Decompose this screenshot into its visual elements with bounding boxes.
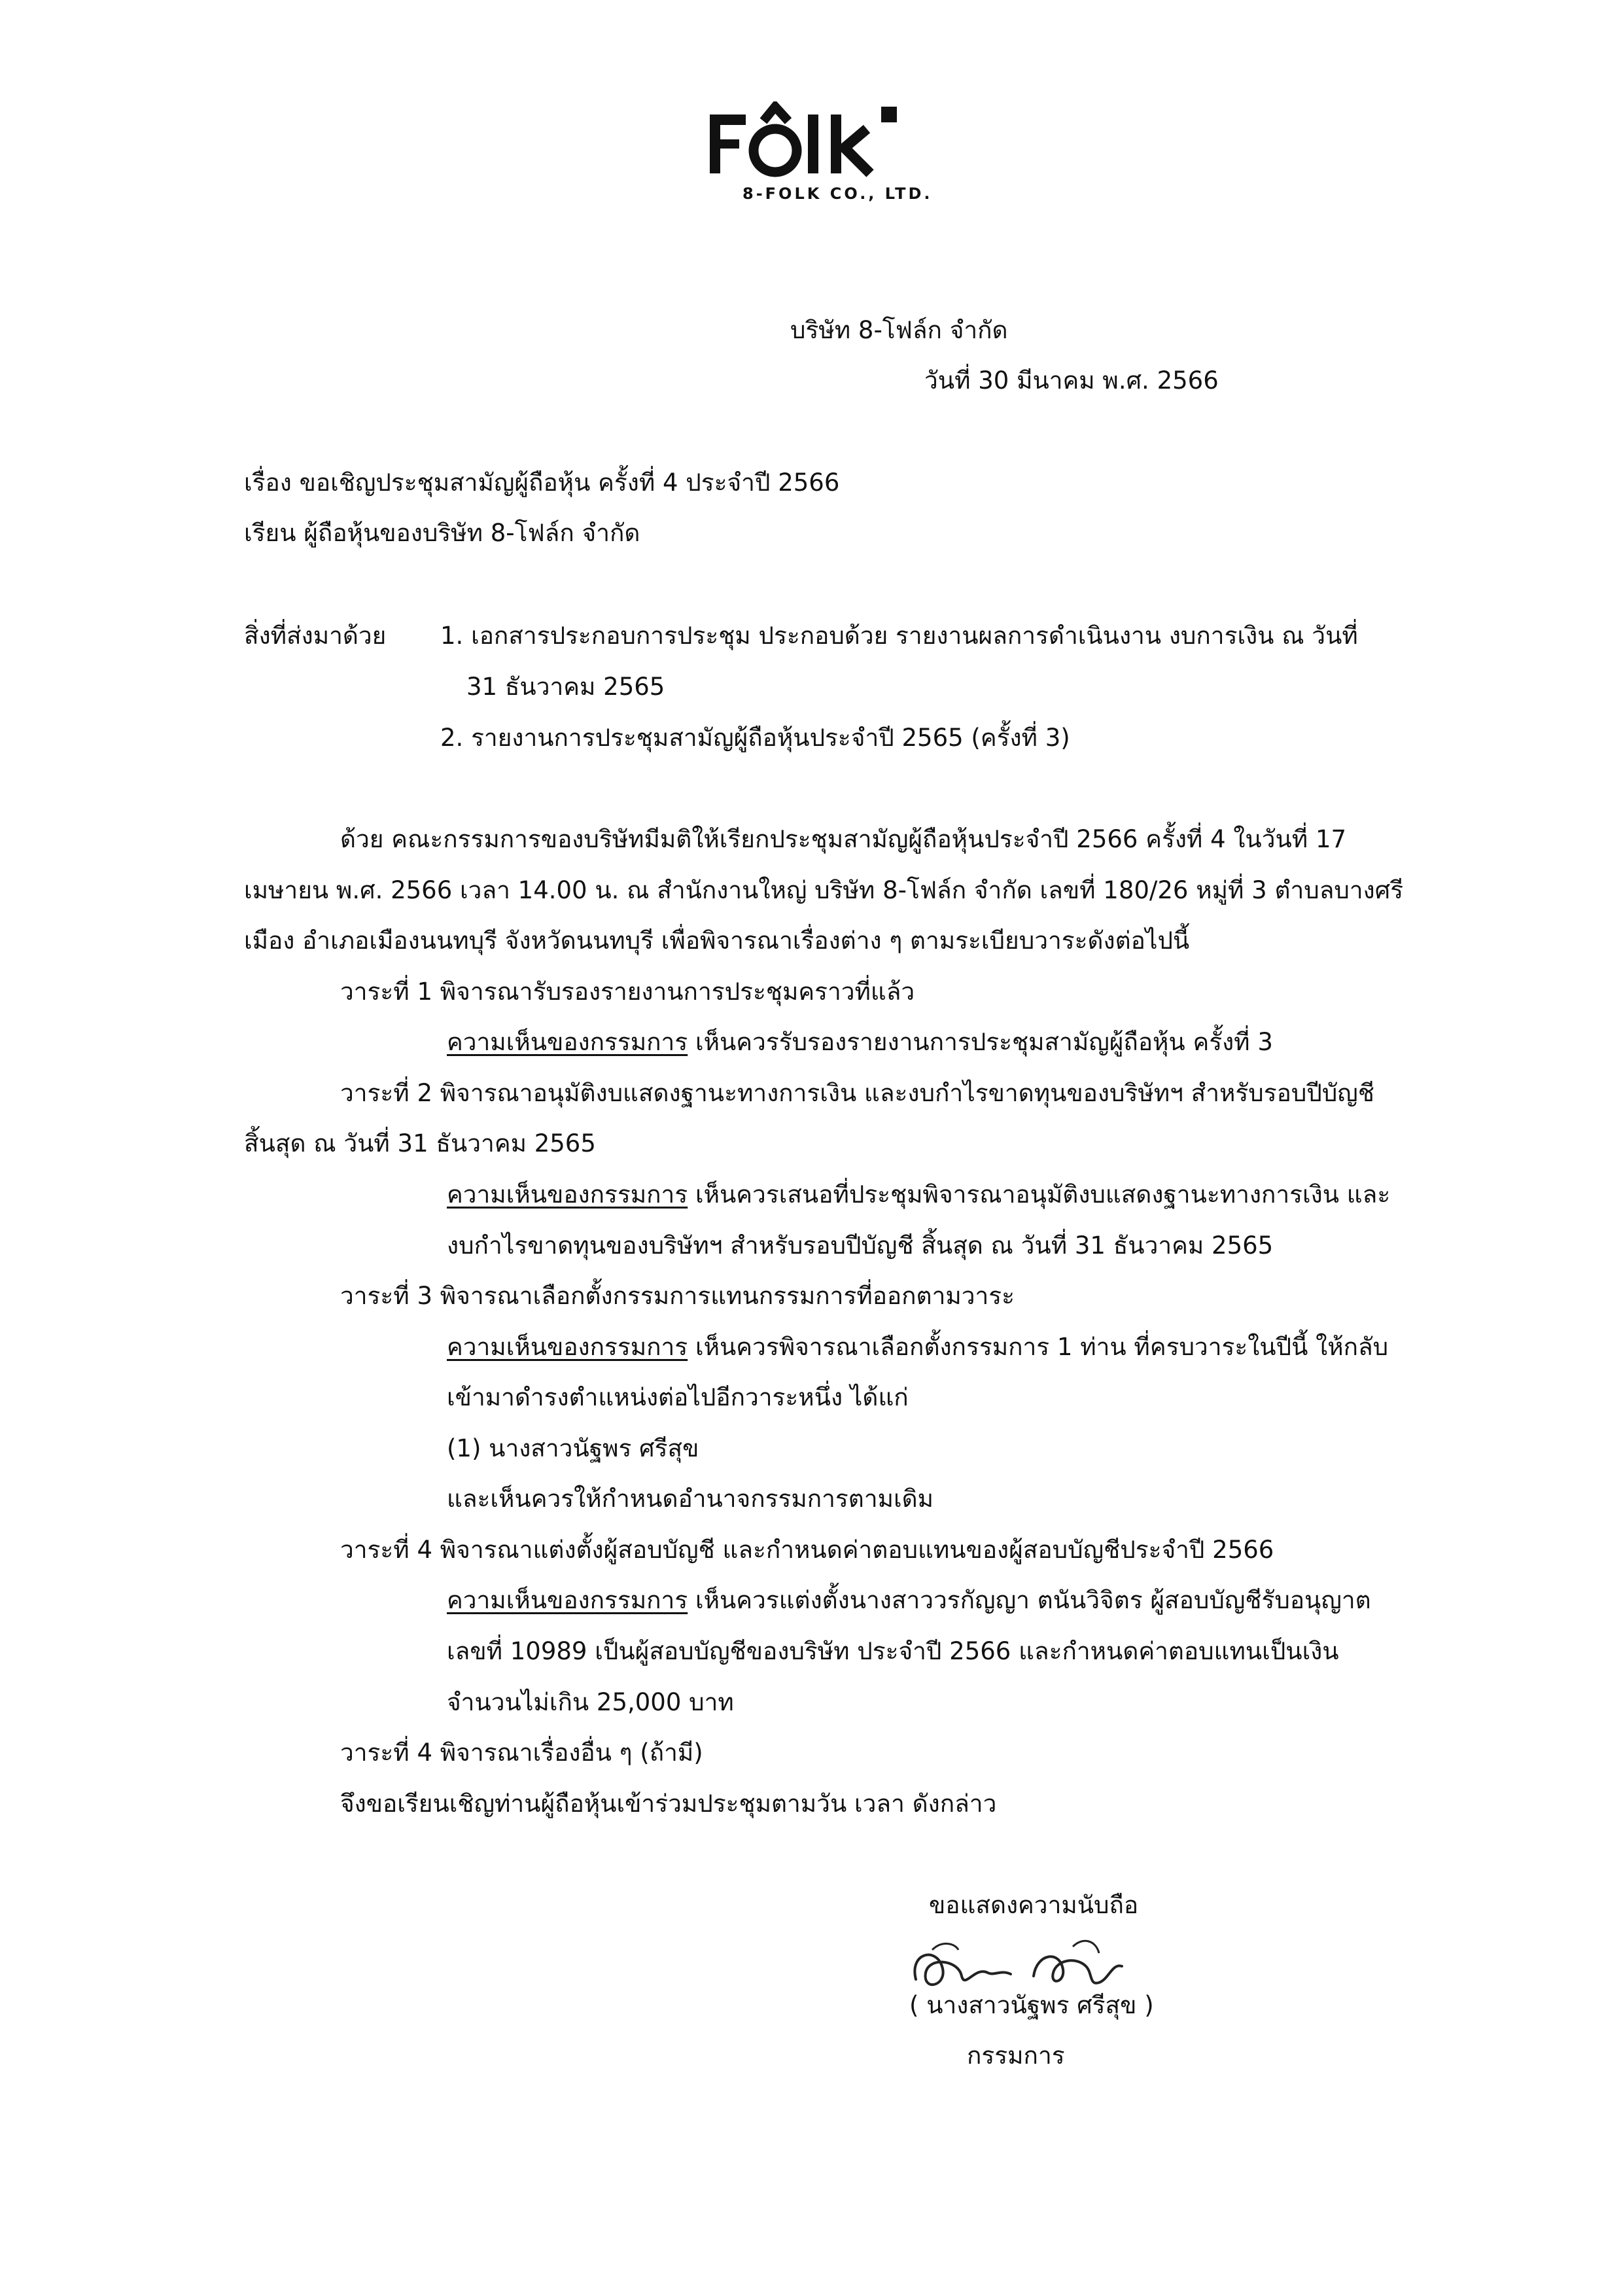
agenda-2-title: วาระที่ 2 พิจารณาอนุมัติงบแสดงฐานะทางการเงิน และงบกำไรขาดทุนของบริษัทฯ สำหรับรอบปีบัญชี [340,1079,1374,1107]
agenda-3-opinion-cont: เข้ามาดำรงตำแหน่งต่อไปอีกวาระหนึ่ง ได้แก่ [447,1383,909,1411]
enclosure-item-2: 2. รายงานการประชุมสามัญผู้ถือหุ้นประจำปี 2565 (ครั้งที่ 3) [440,724,1070,752]
addressee-line: เรียน ผู้ถือหุ้นของบริษัท 8-โฟล์ก จำกัด [244,519,640,547]
company-logo [710,101,919,180]
agenda-1-title: วาระที่ 1 พิจารณารับรองรายงานการประชุมคราวที่แล้ว [340,978,915,1006]
agenda-4-opinion-fee: จำนวนไม่เกิน 25,000 บาท [447,1688,734,1716]
closing-line: จึงขอเรียนเชิญท่านผู้ถือหุ้นเข้าร่วมประชุมตามวัน เวลา ดังกล่าว [340,1790,997,1818]
agenda-3-opinion: ความเห็นของกรรมการ เห็นควรพิจารณาเลือกตั้งกรรมการ 1 ท่าน ที่ครบวาระในปีนี้ ให้กลับ [447,1333,1389,1361]
subject-line: เรื่อง ขอเชิญประชุมสามัญผู้ถือหุ้น ครั้งที่ 4 ประจำปี 2566 [244,468,840,497]
intro-line-2: เมษายน พ.ศ. 2566 เวลา 14.00 น. ณ สำนักงานใหญ่ บริษัท 8-โฟล์ก จำกัด เลขที่ 180/26 หมู่ที่ 3 ตำบลบางศรี [244,876,1404,904]
agenda-other-title: วาระที่ 4 พิจารณาเรื่องอื่น ๆ (ถ้ามี) [340,1739,703,1767]
board-opinion-label: ความเห็นของกรรมการ [447,1180,688,1209]
signatory-name: ( นางสาวนัฐพร ศรีสุข ) [909,1991,1154,2019]
company-english-name: 8-FOLK CO., LTD. [742,185,933,203]
intro-line-3: เมือง อำเภอเมืองนนทบุรี จังหวัดนนทบุรี เพื่อพิจารณาเรื่องต่าง ๆ ตามระเบียบวาระดังต่อไปนี้ [244,927,1190,955]
agenda-4-opinion: ความเห็นของกรรมการ เห็นควรแต่งตั้งนางสาววรกัญญา ตนันวิจิตร ผู้สอบบัญชีรับอนุญาต [447,1586,1371,1614]
board-opinion-label: ความเห็นของกรรมการ [447,1333,688,1361]
intro-line-1: ด้วย คณะกรรมการของบริษัทมีมติให้เรียกประชุมสามัญผู้ถือหุ้นประจำปี 2566 ครั้งที่ 4 ในวันที่ 17 [340,825,1347,853]
agenda-2-opinion: ความเห็นของกรรมการ เห็นควรเสนอที่ประชุมพิจารณาอนุมัติงบแสดงฐานะทางการเงิน และ [447,1180,1391,1209]
signatory-position: กรรมการ [967,2041,1065,2070]
agenda-3-title: วาระที่ 3 พิจารณาเลือกตั้งกรรมการแทนกรรมการที่ออกตามวาระ [340,1282,1015,1310]
board-opinion-label: ความเห็นของกรรมการ [447,1586,688,1614]
enclosure-item-1: 1. เอกสารประกอบการประชุม ประกอบด้วย รายงานผลการดำเนินงาน งบการเงิน ณ วันที่ [440,622,1358,650]
agenda-3-nominee: (1) นางสาวนัฐพร ศรีสุข [447,1434,699,1462]
enclosure-item-1-cont: 31 ธันวาคม 2565 [466,673,665,701]
agenda-4-opinion-cont: เลขที่ 10989 เป็นผู้สอบบัญชีของบริษัท ประจำปี 2566 และกำหนดค่าตอบแทนเป็นเงิน [447,1637,1339,1665]
agenda-1-opinion: ความเห็นของกรรมการ เห็นควรรับรองรายงานการประชุมสามัญผู้ถือหุ้น ครั้งที่ 3 [447,1028,1273,1056]
agenda-2-opinion-cont: งบกำไรขาดทุนของบริษัทฯ สำหรับรอบปีบัญชี สิ้นสุด ณ วันที่ 31 ธันวาคม 2565 [447,1231,1274,1260]
enclosures-label: สิ่งที่ส่งมาด้วย [244,622,387,650]
regards-line: ขอแสดงความนับถือ [929,1891,1139,1919]
sender-company: บริษัท 8-โฟล์ก จำกัด [790,316,1008,344]
agenda-2-title-cont: สิ้นสุด ณ วันที่ 31 ธันวาคม 2565 [244,1129,596,1157]
board-opinion-label: ความเห็นของกรรมการ [447,1028,688,1056]
agenda-3-opinion-extra: และเห็นควรให้กำหนดอำนาจกรรมการตามเดิม [447,1485,934,1513]
agenda-4-title: วาระที่ 4 พิจารณาแต่งตั้งผู้สอบบัญชี และกำหนดค่าตอบแทนของผู้สอบบัญชีประจำปี 2566 [340,1536,1274,1564]
letter-date: วันที่ 30 มีนาคม พ.ศ. 2566 [924,366,1219,395]
